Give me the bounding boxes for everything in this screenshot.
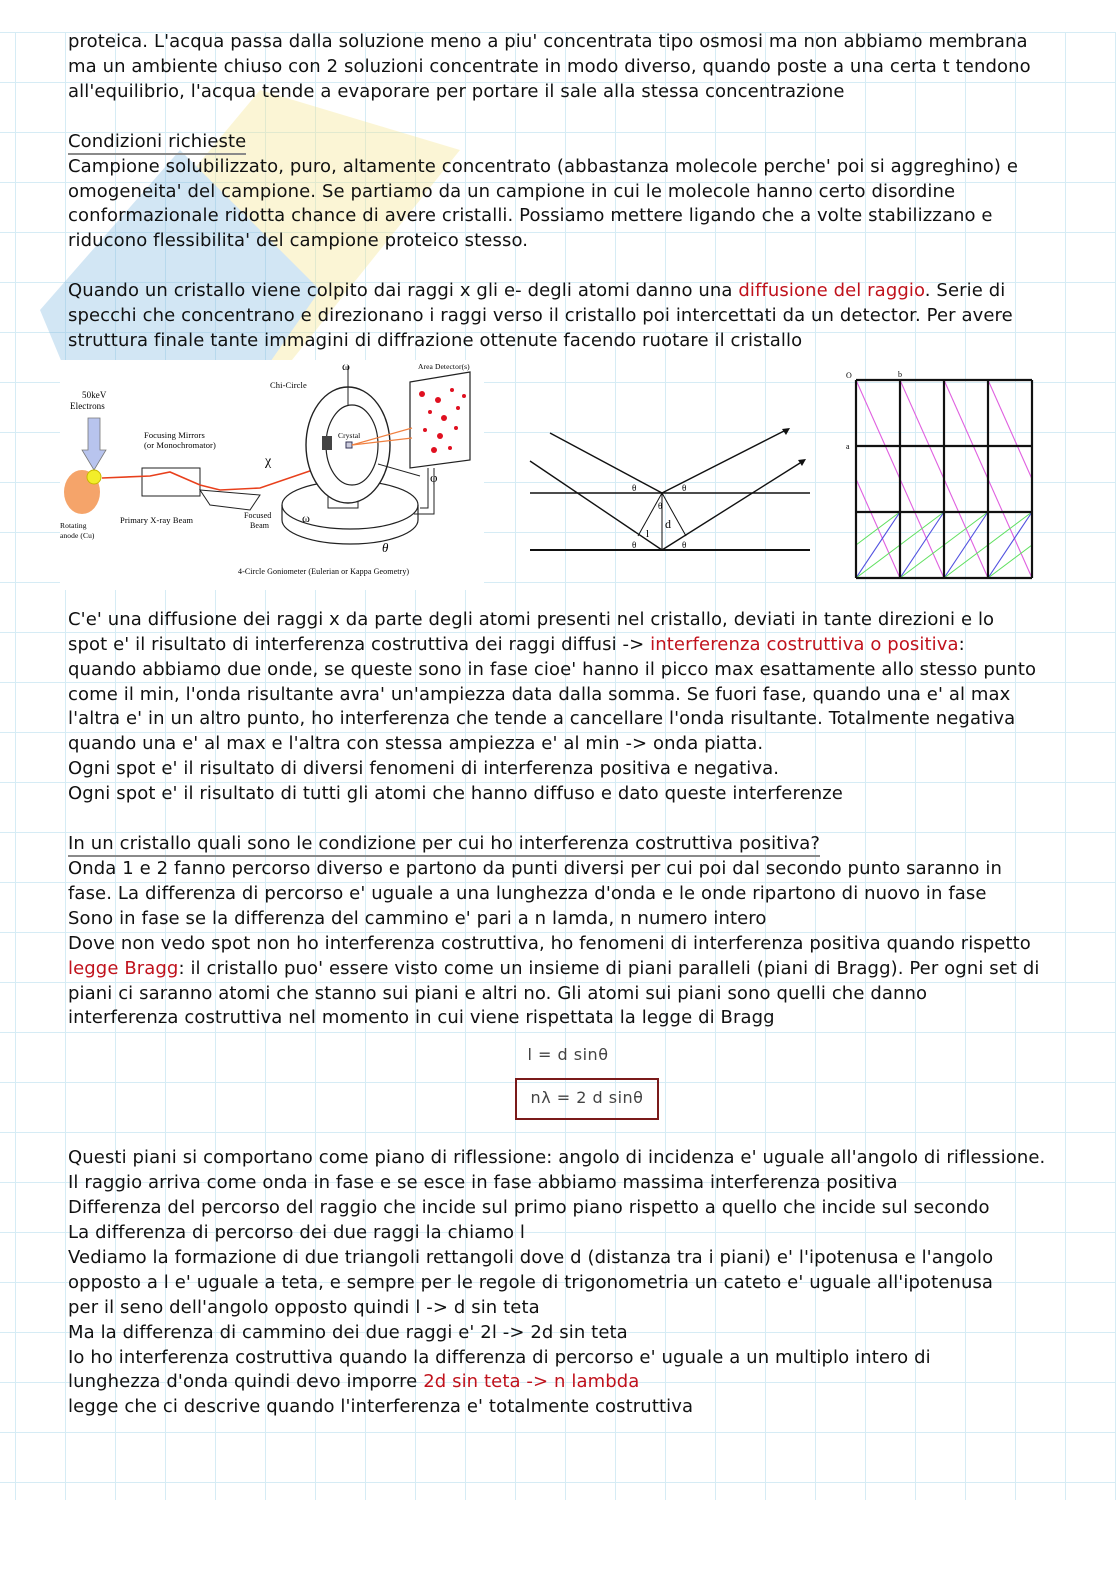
theta-label: θ <box>682 539 687 550</box>
l-label: l <box>646 527 650 540</box>
figures-row <box>60 358 1068 608</box>
lattice-plane-blue <box>836 512 856 578</box>
text-span: spot e' il risultato di interferenza costruttiva dei raggi diffusi -> <box>68 633 651 655</box>
text-line: come il min, l'onda risultante avra' un'ampiezza data dalla somma. Se fuori fase, quando una e' al max <box>68 683 1011 705</box>
chi-circle-label: Chi-Circle <box>270 379 307 390</box>
lattice-plane-green <box>836 512 900 578</box>
text-line: opposto a l e' uguale a teta, e sempre per le regole di trigonometria un cateto e' uguale all'ipotenusa <box>68 1271 994 1293</box>
text-span: : il cristallo puo' essere visto come un insieme di piani paralleli (piani di Bragg). Per ogni set di <box>178 957 1040 979</box>
text-line: Onda 1 e 2 fanno percorso diverso e partono da punti diversi per cui poi dal secondo punto saranno in <box>68 857 1002 879</box>
text-line: Il raggio arriva come onda in fase e se esce in fase abbiamo massima interferenza positiva <box>68 1172 898 1194</box>
bragg-planes-figure <box>520 413 820 563</box>
text-line <box>68 279 1068 304</box>
omega-top-symbol: ω <box>342 359 350 373</box>
lattice-plane-blue <box>988 512 1032 578</box>
electrons-label-2: Electrons <box>70 400 105 411</box>
text-line: conformazionale ridotta chance di avere cristalli. Possiamo mettere ligando che a volte stabilizzano e <box>68 205 993 227</box>
text-line: proteica. L'acqua passa dalla soluzione meno a piu' concentrata tipo osmosi ma non abbiamo membrana <box>68 31 1028 52</box>
highlight-constructive-interference: interferenza costruttiva o positiva <box>650 633 959 655</box>
chi-symbol: χ <box>265 453 272 469</box>
lattice-plane-magenta <box>988 380 1036 588</box>
formula-path-difference: l = d sinθ <box>527 1045 609 1065</box>
formula-bragg-law-boxed: nλ = 2 d sinθ <box>515 1078 659 1120</box>
text-line: piani ci saranno atomi che stanno sui piani e altri no. Gli atomi sui piani sono quelli che danno <box>68 982 928 1004</box>
text-line: struttura finale tante immagini di diffrazione ottenute facendo ruotare il cristallo <box>68 329 803 351</box>
lattice-plane-magenta <box>836 380 988 588</box>
crystal-label: Crystal <box>338 430 361 440</box>
theta-label: θ <box>658 500 663 511</box>
document-body <box>60 30 1068 1420</box>
omega-base-symbol: ω <box>302 510 310 525</box>
mirrors-label-1: Focusing Mirrors <box>144 429 205 440</box>
text-line: Dove non vedo spot non ho interferenza costruttiva, ho fenomeni di interferenza positiva quando rispetto <box>68 932 1031 954</box>
lattice-plane-blue <box>900 512 944 578</box>
focal-spot <box>87 470 101 484</box>
text-line: Ogni spot e' il risultato di diversi fenomeni di interferenza positiva e negativa. <box>68 758 780 780</box>
lattice-plane-blue <box>856 512 900 578</box>
text-line: Ma la differenza di cammino dei due raggi e' 2l -> 2d sin teta <box>68 1321 628 1343</box>
highlight-bragg-law: legge Bragg <box>68 957 179 979</box>
section-heading-conditions: Condizioni richieste <box>68 131 246 155</box>
a-axis-label: a <box>846 441 850 451</box>
focused-beam-label-2: Beam <box>250 520 270 530</box>
text-line: Sono in fase se la differenza del cammino e' pari a n lamda, n numero intero <box>68 907 767 929</box>
anode-label-1: Rotating <box>60 520 87 530</box>
text-line: l'altra e' in un altro punto, ho interferenza che tende a cancellare l'onda risultante. Totalmente negativa <box>68 708 1016 730</box>
text-line: interferenza costruttiva nel momento in cui viene rispettata la legge di Bragg <box>68 1007 775 1029</box>
lattice-plane-blue <box>944 512 988 578</box>
text-line: Ogni spot e' il risultato di tutti gli atomi che hanno diffuso e dato queste interferenze <box>68 783 843 805</box>
text-line: riducono flessibilita' del campione proteico stesso. <box>68 230 529 252</box>
lattice-planes-figure <box>836 368 1036 588</box>
text-line: specchi che concentrano e direzionano i raggi verso il cristallo poi intercettati da un detector. Per avere <box>68 305 1013 327</box>
text-line: Campione solubilizzato, puro, altamente concentrato (abbastanza molecole perche' poi si aggreghino) e <box>68 155 1018 177</box>
reflected-ray-1 <box>662 431 784 493</box>
detector-label: Area Detector(s) <box>418 361 470 371</box>
text-line: Questi piani si comportano come piano di riflessione: angolo di incidenza e' uguale all'angolo di riflessione. <box>68 1147 1046 1169</box>
text-line: Io ho interferenza costruttiva quando la differenza di percorso e' uguale a un multiplo intero di <box>68 1346 931 1368</box>
goniometer-caption: 4-Circle Goniometer (Eulerian or Kappa Geometry) <box>238 566 410 576</box>
text-line: C'e' una diffusione dei raggi x da parte degli atomi presenti nel cristallo, deviati in tante direzioni e lo <box>68 608 995 630</box>
text-line: quando abbiamo due onde, se queste sono in fase cioe' hanno il picco max esattamente allo stesso punto <box>68 658 1037 680</box>
text-span: . Serie di <box>924 280 1006 302</box>
text-line: Vediamo la formazione di due triangoli rettangoli dove d (distanza tra i piani) e' l'ipotenusa e l'angolo <box>68 1246 994 1268</box>
area-detector <box>410 372 470 468</box>
text-line: legge che ci descrive quando l'interferenza e' totalmente costruttiva <box>68 1396 694 1418</box>
text-line <box>68 633 1068 658</box>
text-span: Quando un cristallo viene colpito dai raggi x gli e- degli atomi danno una <box>68 280 739 302</box>
mirrors-label-2: (or Monochromator) <box>144 439 216 450</box>
formula-block <box>68 1031 1068 1146</box>
theta-label: θ <box>632 482 637 493</box>
lattice-plane-green <box>836 512 856 578</box>
highlight-diffusion: diffusione del raggio <box>738 280 925 302</box>
theta-label: θ <box>632 539 637 550</box>
text-span: : <box>958 633 965 655</box>
d-label: d <box>665 516 672 531</box>
anode-label-2: anode (Cu) <box>60 530 95 540</box>
text-line <box>68 957 1068 982</box>
text-line: Differenza del percorso del raggio che incide sul primo piano rispetto a quello che incide sul secondo <box>68 1197 990 1219</box>
incident-ray-1 <box>550 433 662 493</box>
text-line: omogeneita' del campione. Se partiamo da un campione in cui le molecole hanno certo disordine <box>68 180 956 202</box>
text-line: all'equilibrio, l'acqua tende a evaporare per portare il sale alla stessa concentrazione <box>68 80 845 102</box>
origin-label: O <box>846 370 852 380</box>
electrons-label-1: 50keV <box>82 389 107 400</box>
theta-symbol: θ <box>382 539 389 555</box>
text-span: lunghezza d'onda quindi devo imporre <box>68 1371 424 1393</box>
highlight-bragg-condition: 2d sin teta -> n lambda <box>423 1371 640 1393</box>
text-line: fase. La differenza di percorso e' uguale a una lunghezza d'onda e le onde ripartono di nuovo in fase <box>68 882 987 904</box>
section-heading-question: In un cristallo quali sono le condizione per cui ho interferenza costruttiva positiva? <box>68 833 820 857</box>
text-line: quando una e' al max e l'altra con stessa ampiezza e' al min -> onda piatta. <box>68 733 764 755</box>
reflected-ray-2 <box>662 463 800 550</box>
text-line: La differenza di percorso dei due raggi la chiamo l <box>68 1222 526 1244</box>
primary-beam-label: Primary X-ray Beam <box>120 514 194 525</box>
crystal-mount <box>322 436 332 450</box>
text-line: per il seno dell'angolo opposto quindi l -> d sin teta <box>68 1296 540 1318</box>
theta-label: θ <box>682 482 687 493</box>
text-line: ma un ambiente chiuso con 2 soluzioni concentrate in modo diverso, quando poste a una certa t tendono <box>68 55 1031 77</box>
phi-symbol: φ <box>430 469 438 485</box>
text-line <box>68 1370 1068 1395</box>
b-axis-label: b <box>898 369 903 379</box>
goniometer-figure <box>60 360 484 590</box>
incident-ray-2 <box>530 461 662 550</box>
focused-beam-label-1: Focused <box>244 510 272 520</box>
lattice-plane-magenta <box>836 380 856 588</box>
